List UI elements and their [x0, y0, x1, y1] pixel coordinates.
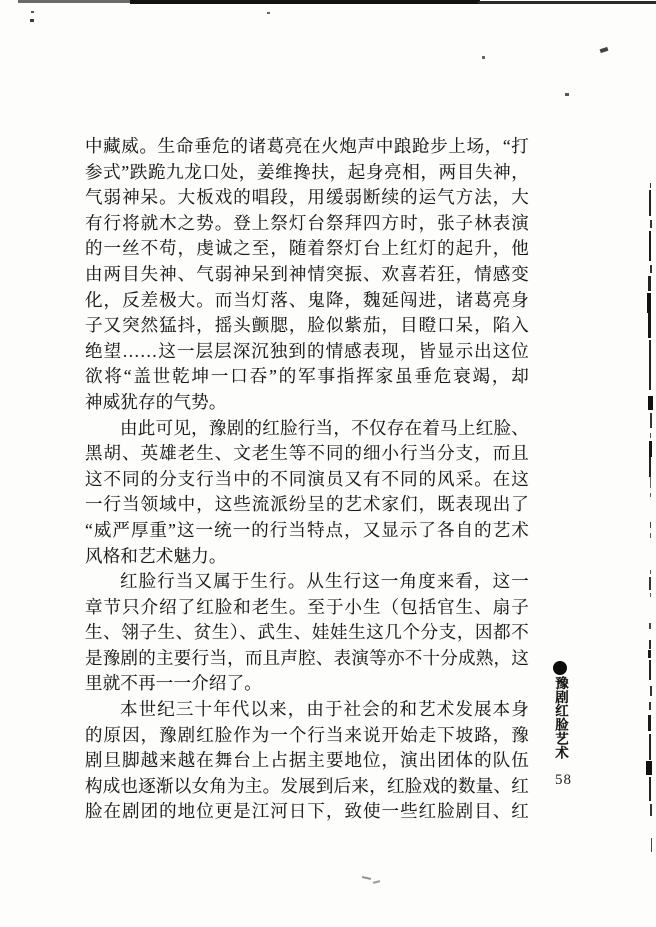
text-line: 参式”跌跪九龙口处，姜维搀扶，起身亮相，两目失神， [85, 161, 529, 182]
paragraph [85, 134, 529, 416]
text-line: 有行将就木之势。登上祭灯台祭拜四方时，张子林表演 [85, 212, 529, 233]
text-line: 神威犹存的气势。 [85, 391, 227, 412]
text-line: 脸在剧团的地位更是江河日下，致使一些红脸剧目、红 [85, 801, 529, 822]
text-line: 一行当领域中，这些流派纷呈的艺术家们，既表现出了 [85, 494, 529, 515]
text-line: 绝望……这一层层深沉独到的情感表现，皆显示出这位 [85, 340, 529, 361]
series-title: 豫剧红脸艺术 [553, 676, 568, 760]
text-line: 生、翎子生、贫生）、武生、娃娃生这几个分支，因都不 [85, 622, 529, 643]
page-number: 58 [555, 772, 572, 788]
bullet-icon [553, 661, 567, 675]
text-line: 化，反差极大。而当灯落、鬼降，魏延闯进，诸葛亮身 [85, 289, 529, 310]
paragraph [85, 569, 529, 697]
text-line: 本世纪三十年代以来，由于社会的和艺术发展本身 [120, 699, 529, 720]
text-line: “威严厚重”这一统一的行当特点，又显示了各自的艺术 [85, 519, 529, 540]
text-line: 剧旦脚越来越在舞台上占据主要地位，演出团体的队伍 [85, 750, 529, 771]
text-line: 是豫剧的主要行当，而且声腔、表演等亦不十分成熟，这 [85, 647, 529, 668]
paragraph [85, 416, 529, 570]
text-line: 红脸行当又属于生行。从生行这一角度来看，这一 [120, 571, 529, 592]
text-line: 由此可见，豫剧的红脸行当，不仅存在着马上红脸、 [120, 417, 529, 438]
text-line: 黑胡、英雄老生、文老生等不同的细小行当分支，而且 [85, 443, 529, 464]
text-line: 气弱神呆。大板戏的唱段，用缓弱断续的运气方法，大 [85, 187, 529, 208]
text-line: 中藏威。生命垂危的诸葛亮在火炮声中踉跄步上场，“打 [85, 136, 529, 156]
text-line: 的原因，豫剧红脸作为一个行当来说开始走下坡路，豫 [85, 724, 529, 745]
text-line: 的一丝不苟，虔诚之至，随着祭灯台上红灯的起升，他 [85, 238, 529, 259]
text-line: 由两目失神、气弱神呆到神情突振、欢喜若狂，情感变 [85, 263, 529, 284]
text-line: 里就不再一一介绍了。 [85, 673, 262, 694]
text-line: 构成也逐渐以女角为主。发展到后来，红脸戏的数量、红 [85, 775, 529, 796]
paragraph [85, 697, 529, 825]
text-line: 章节只介绍了红脸和老生。至于小生（包括官生、扇子 [85, 596, 529, 617]
text-line: 风格和艺术魅力。 [85, 545, 227, 566]
text-line: 这不同的分支行当中的不同演员又有不同的风采。在这 [85, 468, 529, 489]
text-line: 欲将“盖世乾坤一口吞”的军事指挥家虽垂危衰竭，却 [85, 366, 529, 387]
text-line: 子又突然猛抖，摇头颤腮，脸似紫茄，目瞪口呆，陷入 [85, 315, 529, 336]
body-text [85, 134, 529, 825]
